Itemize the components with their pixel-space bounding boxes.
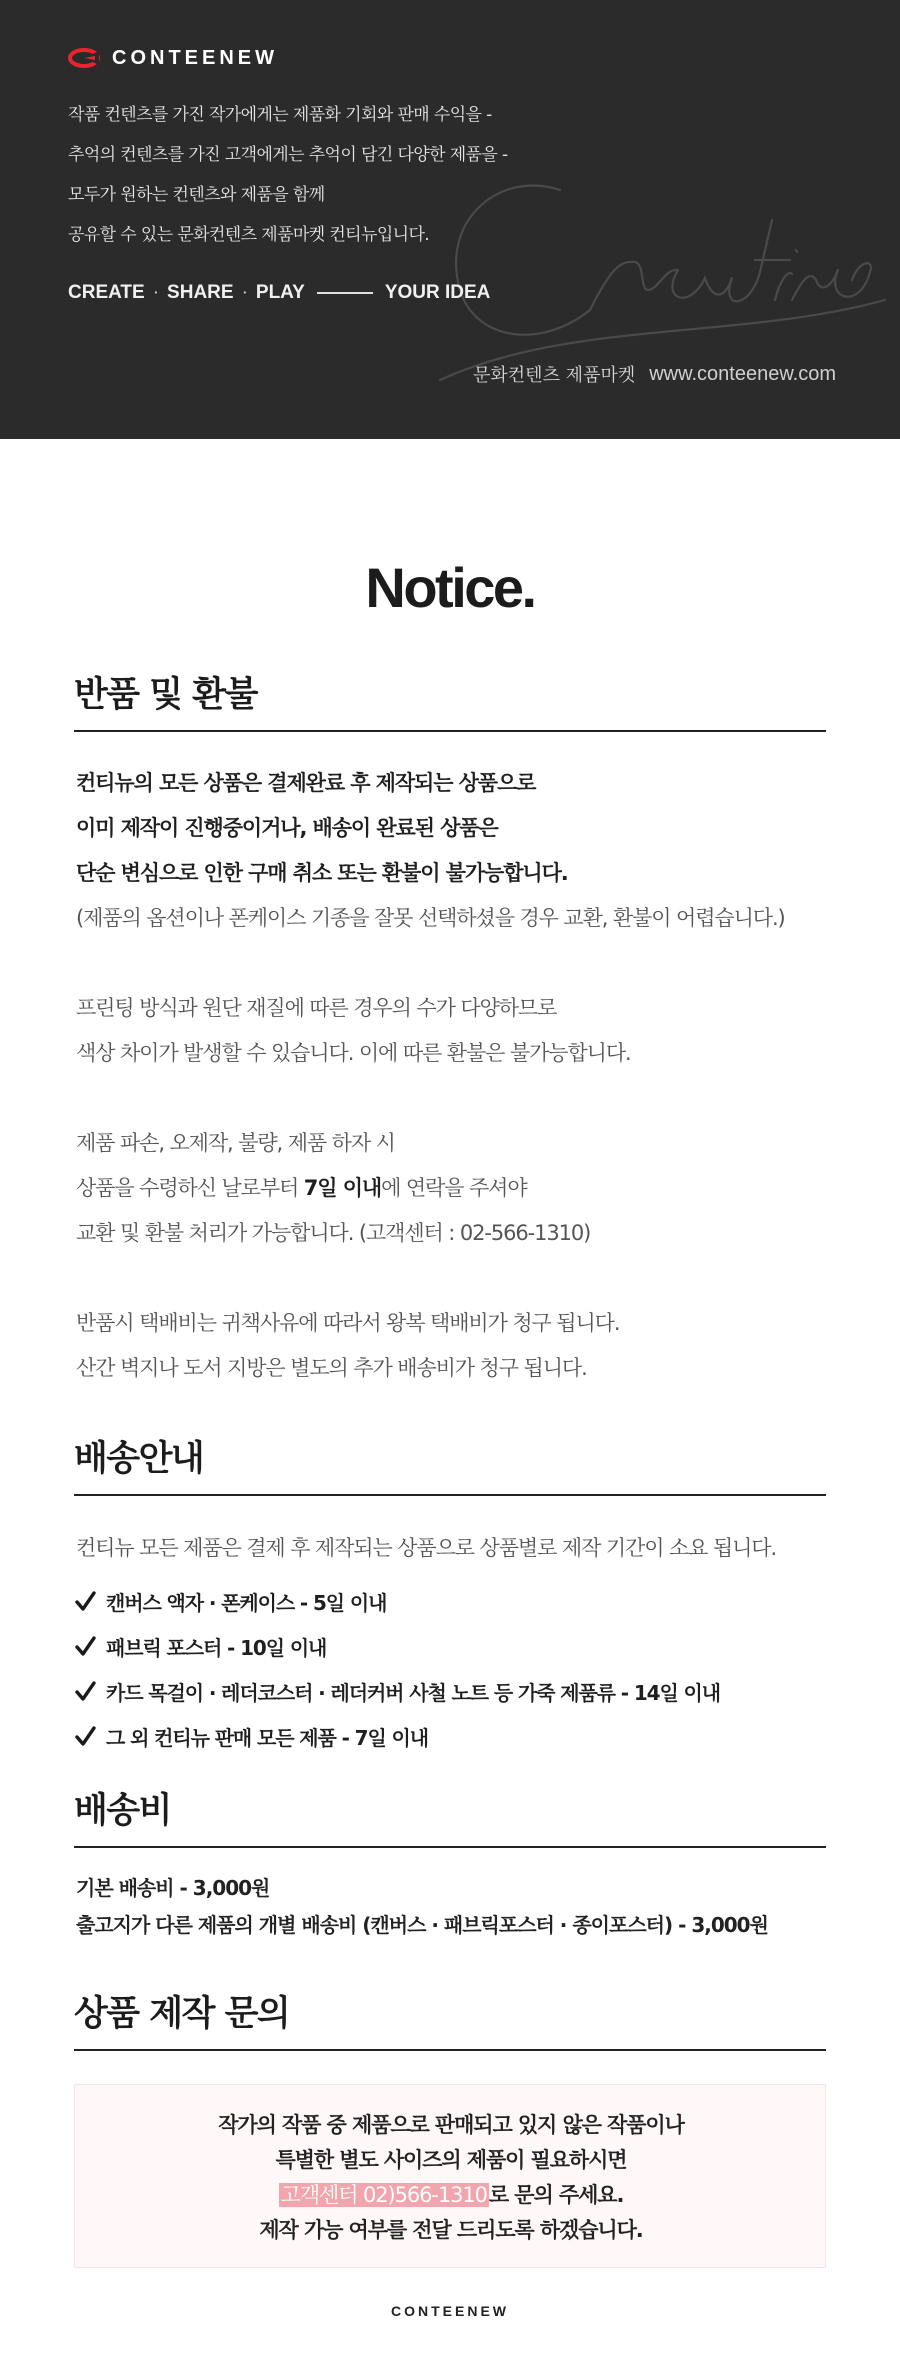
hero-banner	[0, 0, 900, 439]
inquiry-line-post: 로 문의 주세요.	[488, 2183, 624, 2207]
intro-line: 추억의 컨텐츠를 가진 고객에게는 추억이 담긴 다양한 제품을 -	[68, 145, 508, 165]
hero-footer	[464, 361, 836, 387]
intro-text	[68, 103, 508, 263]
inquiry-line	[75, 2180, 827, 2210]
inquiry-line: 제작 가능 여부를 전달 드리도록 하겠습니다.	[259, 2218, 643, 2242]
return-shipping-note	[76, 1308, 836, 1398]
returns-policy-line: 컨티뉴의 모든 상품은 결제완료 후 제작되는 상품으로	[76, 771, 536, 795]
tagline	[68, 281, 490, 305]
tagline-create: CREATE	[68, 282, 145, 303]
returns-heading: 반품 및 환불	[74, 672, 826, 732]
check-icon	[74, 1636, 96, 1658]
tagline-dot: ·	[152, 282, 160, 303]
defect-line-post: 에 연락을 주셔야	[381, 1176, 527, 1200]
notice-title: Notice.	[365, 556, 535, 619]
check-icon	[74, 1726, 96, 1748]
shipping-fees	[76, 1874, 836, 1948]
fee-heading: 배송비	[74, 1788, 826, 1848]
intro-line: 작품 컨텐츠를 가진 작가에게는 제품화 기회와 판매 수익을 -	[68, 105, 492, 125]
delivery-heading: 배송안내	[74, 1436, 826, 1496]
intro-line: 모두가 원하는 컨텐츠와 제품을 함께	[68, 185, 325, 205]
conteenew-logo-icon	[68, 48, 100, 68]
printing-note	[76, 993, 836, 1083]
defect-line: 교환 및 환불 처리가 가능합니다. (고객센터 : 02-566-1310)	[76, 1221, 591, 1245]
inquiry-heading: 상품 제작 문의	[74, 1991, 826, 2051]
brand-name: CONTEENEW	[112, 46, 278, 69]
seven-days-emphasis: 7일 이내	[303, 1176, 382, 1200]
tagline-divider	[317, 292, 373, 294]
tagline-share: SHARE	[167, 282, 234, 303]
list-item	[74, 1624, 834, 1669]
inquiry-line: 작가의 작품 중 제품으로 판매되고 있지 않은 작품이나	[218, 2113, 684, 2137]
list-item	[74, 1579, 834, 1624]
inquiry-line: 특별한 별도 사이즈의 제품이 필요하시면	[275, 2148, 627, 2172]
fee-line: 출고지가 다른 제품의 개별 배송비 (캔버스 · 패브릭포스터 · 종이포스터) - 3,000원	[76, 1913, 768, 1937]
check-icon	[74, 1681, 96, 1703]
tagline-dot: ·	[241, 282, 248, 303]
conteenew-logo[interactable]	[68, 45, 278, 71]
defect-policy	[76, 1128, 836, 1263]
inquiry-box	[74, 2084, 826, 2268]
printing-note-line: 프린팅 방식과 원단 재질에 따른 경우의 수가 다양하므로	[76, 996, 557, 1020]
market-label: 문화컨텐츠 제품마켓	[473, 365, 636, 386]
returns-policy-line: 단순 변심으로 인한 구매 취소 또는 환불이 불가능합니다.	[76, 861, 568, 885]
delivery-item-label: 캔버스 액자 · 폰케이스 - 5일 이내	[106, 1591, 387, 1615]
site-url-link[interactable]: www.conteenew.com	[649, 362, 836, 385]
delivery-item-label: 패브릭 포스터 - 10일 이내	[106, 1636, 327, 1660]
defect-line: 제품 파손, 오제작, 불량, 제품 하자 시	[76, 1131, 395, 1155]
delivery-intro	[76, 1533, 836, 1578]
delivery-checklist	[74, 1579, 834, 1759]
fee-line: 기본 배송비 - 3,000원	[76, 1876, 270, 1900]
printing-note-line: 색상 차이가 발생할 수 있습니다. 이에 따른 환불은 불가능합니다.	[76, 1041, 631, 1065]
returns-policy	[76, 768, 836, 948]
returns-policy-line: 이미 제작이 진행중이거나, 배송이 완료된 상품은	[76, 816, 498, 840]
return-shipping-line: 산간 벽지나 도서 지방은 별도의 추가 배송비가 청구 됩니다.	[76, 1356, 587, 1380]
defect-line-pre: 상품을 수령하신 날로부터	[76, 1176, 304, 1200]
delivery-intro-line: 컨티뉴 모든 제품은 결제 후 제작되는 상품으로 상품별로 제작 기간이 소요 됩니다.	[76, 1536, 777, 1560]
defect-line	[76, 1173, 836, 1218]
tagline-your-idea: YOUR IDEA	[384, 282, 491, 303]
delivery-item-label: 그 외 컨티뉴 판매 모든 제품 - 7일 이내	[106, 1726, 428, 1750]
list-item	[74, 1714, 834, 1759]
delivery-item-label: 카드 목걸이 · 레더코스터 · 레더커버 사철 노트 등 가죽 제품류 - 14일 이내	[106, 1681, 720, 1705]
footer-brand: CONTEENEW	[391, 2303, 509, 2319]
list-item	[74, 1669, 834, 1714]
option-note: (제품의 옵션이나 폰케이스 기종을 잘못 선택하셨을 경우 교환, 환불이 어렵습니다.)	[76, 906, 785, 930]
check-icon	[74, 1591, 96, 1613]
intro-line: 공유할 수 있는 문화컨텐츠 제품마켓 컨티뉴입니다.	[68, 225, 430, 245]
tagline-play: PLAY	[255, 282, 305, 303]
return-shipping-line: 반품시 택배비는 귀책사유에 따라서 왕복 택배비가 청구 됩니다.	[76, 1311, 620, 1335]
customer-center-phone-link[interactable]: 고객센터 02)566-1310	[280, 2183, 487, 2207]
